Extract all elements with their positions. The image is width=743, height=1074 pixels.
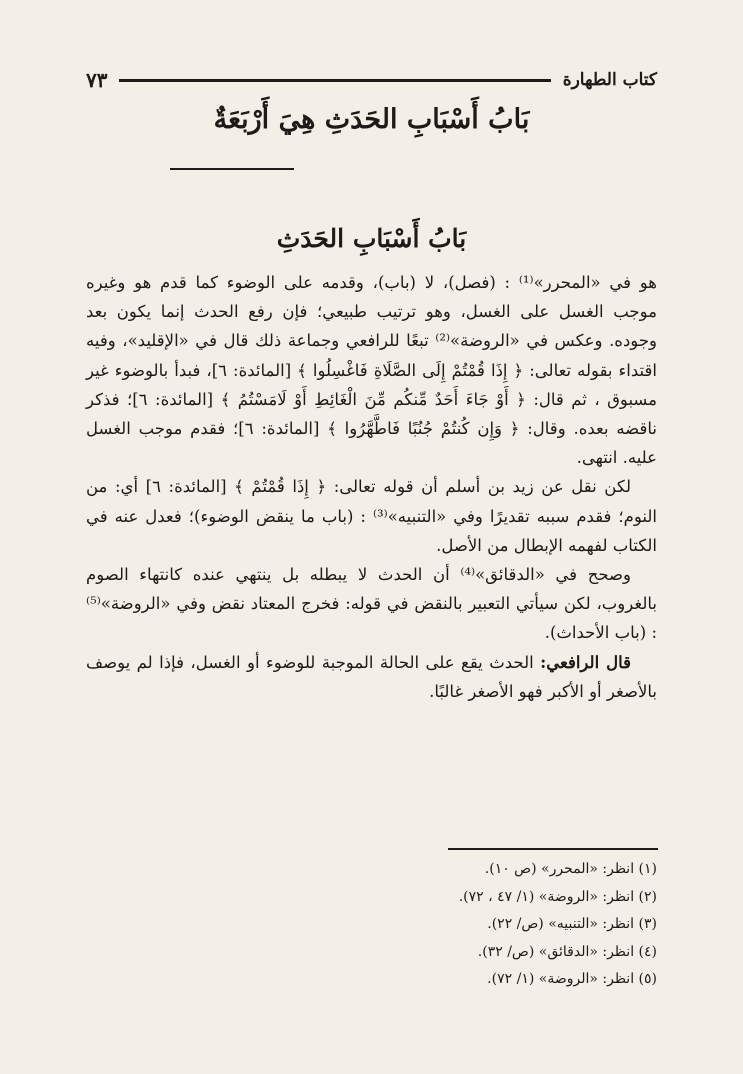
footnote-4: (٤) انظر: «الدقائق» (ص/ ٣٢). xyxy=(477,943,657,960)
section-divider xyxy=(170,168,294,170)
paragraph-4-text: الحدث يقع على الحالة الموجبة للوضوء أو الغسل، فإذا لم يوصف بالأصغر أو الأكبر فهو الأصغر غالبًا. xyxy=(86,652,657,701)
footnote-1: (١) انظر: «المحرر» (ص ١٠). xyxy=(484,861,657,877)
page-number: ٧٣ xyxy=(86,68,108,92)
running-title: كتاب الطهارة xyxy=(562,70,657,90)
paragraph-3: وصحح في «الدقائق»⁽⁴⁾ أن الحدث لا يبطله بل ينتهي عنده كانتهاء الصوم بالغروب، لكن سيأتي التعبير بالنقض في قوله: فخرج المعتاد نقض وفي «الروضة»⁽⁵⁾ : (باب الأحداث). xyxy=(86,565,657,643)
footnote-2: (٢) انظر: «الروضة» (١/ ٤٧ ، ٧٢). xyxy=(458,888,657,905)
body-text xyxy=(86,268,657,706)
paragraph-4-lead: قال الرافعي: xyxy=(540,652,632,672)
paragraph-2: لكن نقل عن زيد بن أسلم أن قوله تعالى: ﴿ إِذَا قُمْتُمْ ﴾ [المائدة: ٦] أي: من النوم؛ فقدم سببه تقديرًا وفي «التنبيه»⁽³⁾ : (باب ما ينقض الوضوء)؛ فعدل عنه في الكتاب لفهمه الإبطال من الأصل. xyxy=(86,477,657,555)
footnotes xyxy=(86,856,657,994)
footnote-rule xyxy=(448,848,658,850)
header-rule xyxy=(119,79,550,82)
paragraph-4 xyxy=(86,648,657,706)
paragraph-1: هو في «المحرر»⁽¹⁾ : (فصل)، لا (باب)، وقدمه على الوضوء كما قدم هو وغيره موجب الغسل على الغسل، وهو ترتيب طبيعي؛ فإن رفع الحدث إنما يكون بعد وجوده. وعكس في «الروضة»⁽²⁾ تبعًا للرافعي وجماعة ذلك قال في «الإقليد»، وفيه اقتداء بقوله تعالى: ﴿ إِذَا قُمْتُمْ إِلَى الصَّلَاةِ فَاغْسِلُوا ﴾ [المائدة: ٦]، فبدأ بالوضوء غير مسبوق ، ثم قال: ﴿ أَوْ جَاءَ أَحَدٌ مِّنكُم مِّنَ الْغَائِطِ أَوْ لَامَسْتُمُ ﴾ [المائدة: ٦]؛ فذكر ناقضه بعده. وقال: ﴿ وَإِن كُنتُمْ جُنُبًا فَاطَّهَّرُوا ﴾ [المائدة: ٦]؛ فقدم موجب الغسل عليه. انتهى. xyxy=(86,273,657,468)
chapter-title: بَابُ أَسْبَابِ الحَدَثِ هِيَ أَرْبَعَةٌ xyxy=(213,104,530,135)
section-title: بَابُ أَسْبَابِ الحَدَثِ xyxy=(276,224,467,253)
running-header xyxy=(86,62,657,98)
footnote-5: (٥) انظر: «الروضة» (١/ ٧٢). xyxy=(487,971,657,988)
footnote-3: (٣) انظر: «التنبيه» (ص/ ٢٢). xyxy=(487,916,657,933)
